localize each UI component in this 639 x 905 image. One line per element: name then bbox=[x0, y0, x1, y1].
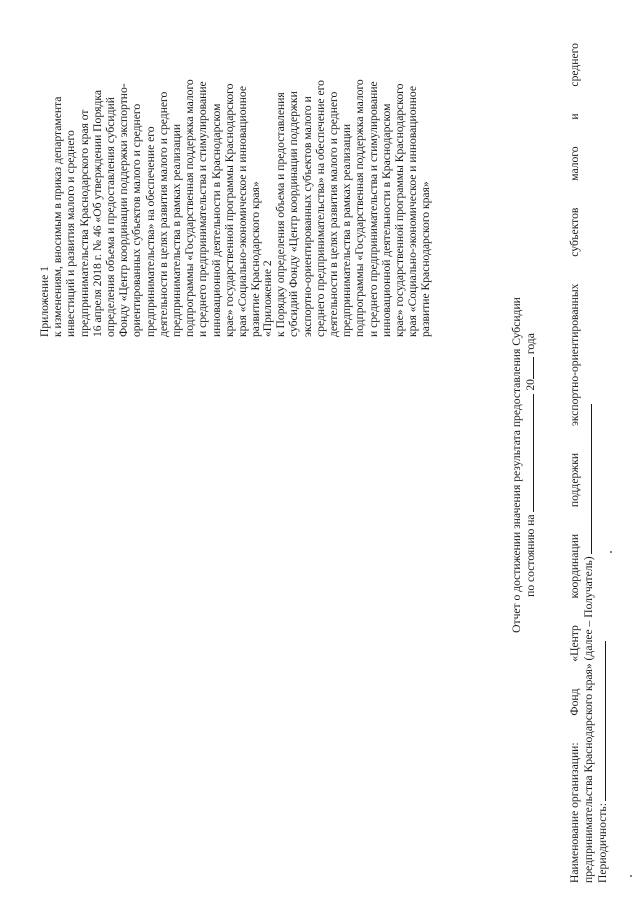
organization-word: субъектов bbox=[568, 207, 581, 257]
appendix-1-line: развитие Краснодарского края» bbox=[249, 181, 263, 337]
appendix-2-line: подпрограммы «Государственная поддержка малого bbox=[353, 79, 367, 337]
organization-word: и bbox=[568, 113, 581, 120]
organization-word: среднего bbox=[568, 43, 581, 87]
appendix-2-line: инновационной деятельности в Краснодарском bbox=[379, 103, 393, 337]
appendix-1-line: к изменениям, вносимым в приказ департамента bbox=[51, 96, 65, 337]
organization-word: Фонд bbox=[568, 688, 581, 716]
periodicity-line bbox=[595, 43, 609, 883]
appendix-2-line: края «Социально-экономическое и инновационное bbox=[406, 86, 420, 337]
organization-word: экспортно-ориентированных bbox=[568, 283, 581, 427]
organization-block bbox=[568, 43, 610, 883]
appendix-2-line: экспортно-ориентированных субъектов малого и bbox=[300, 96, 314, 337]
appendix-1-heading bbox=[38, 7, 262, 337]
appendix-1-line: предпринимательства в рамках реализации bbox=[170, 123, 184, 337]
appendix-2-line: субсидий Фонду «Центр координации поддержки bbox=[287, 91, 301, 337]
organization-word: «Центр bbox=[568, 625, 581, 662]
appendix-2-line: крае» государственной программы Краснодарского bbox=[393, 83, 407, 337]
appendix-1-line: предпринимательства» на обеспечение его bbox=[143, 126, 157, 337]
appendix-1-line: определения объема и предоставления субсидий bbox=[104, 97, 118, 337]
appendix-1-line: Фонду «Центр координации поддержки экспортно- bbox=[117, 83, 131, 337]
appendix-2-line: среднего предпринимательства» на обеспечение его bbox=[313, 80, 327, 337]
appendix-2-line: и среднего предпринимательства и стимулирование bbox=[366, 81, 380, 337]
scan-speck bbox=[610, 551, 612, 553]
report-title-block bbox=[510, 245, 537, 685]
appendix-2-line: «Приложение 2 bbox=[261, 260, 274, 337]
report-year-blank bbox=[523, 357, 534, 379]
report-year-prefix: 20 bbox=[524, 379, 538, 391]
appendix-1-line: края «Социально-экономическое и инновационное bbox=[236, 86, 250, 337]
organization-name-line bbox=[568, 43, 581, 883]
appendix-1-line: 16 апреля 2018 г. № 46 «Об утверждении Порядка bbox=[90, 90, 104, 337]
appendix-1-line: подпрограммы «Государственная поддержка малого bbox=[183, 79, 197, 337]
report-title: Отчет о достижении значения результата предоставления Субсидии bbox=[510, 297, 523, 633]
organization-word: поддержки bbox=[568, 452, 581, 508]
scan-speck bbox=[630, 875, 632, 877]
appendix-2-line: деятельности в целях развития малого и среднего bbox=[327, 91, 341, 337]
organization-label: Наименование организации: bbox=[568, 742, 581, 883]
appendix-1-line: крае» государственной программы Краснодарского bbox=[222, 83, 236, 337]
organization-word: малого bbox=[568, 146, 581, 181]
appendix-1-line: ориентированных субъектов малого и среднего bbox=[130, 103, 144, 337]
appendix-1-line: предпринимательства Краснодарского края от bbox=[77, 109, 91, 337]
periodicity-blank bbox=[595, 641, 606, 801]
report-date-blank bbox=[523, 394, 534, 512]
appendix-1-line: Приложение 1 bbox=[38, 266, 51, 337]
appendix-2-heading bbox=[261, 7, 433, 337]
appendix-1-line: инновационной деятельности в Краснодарском bbox=[209, 103, 223, 337]
appendix-1-line: инвестиций и развития малого и среднего bbox=[64, 130, 78, 337]
report-date-suffix: года bbox=[524, 333, 538, 355]
appendix-2-line: к Порядку определения объема и предоставления bbox=[274, 92, 288, 337]
periodicity-label: Периодичность: bbox=[596, 803, 610, 883]
organization-blank bbox=[581, 404, 592, 554]
appendix-1-line: и среднего предпринимательства и стимулирование bbox=[196, 81, 210, 337]
report-date-prefix: по состоянию на bbox=[524, 514, 538, 597]
appendix-2-line: предпринимательства в рамках реализации bbox=[340, 123, 354, 337]
report-date-line bbox=[523, 245, 537, 685]
organization-name-line-2: предпринимательства Краснодарского края» (далее – Получатель) bbox=[581, 43, 595, 883]
appendix-1-line: деятельности в целях развития малого и среднего bbox=[156, 91, 170, 337]
organization-word: координации bbox=[568, 533, 581, 599]
appendix-2-line: развитие Краснодарского края» bbox=[419, 181, 433, 337]
